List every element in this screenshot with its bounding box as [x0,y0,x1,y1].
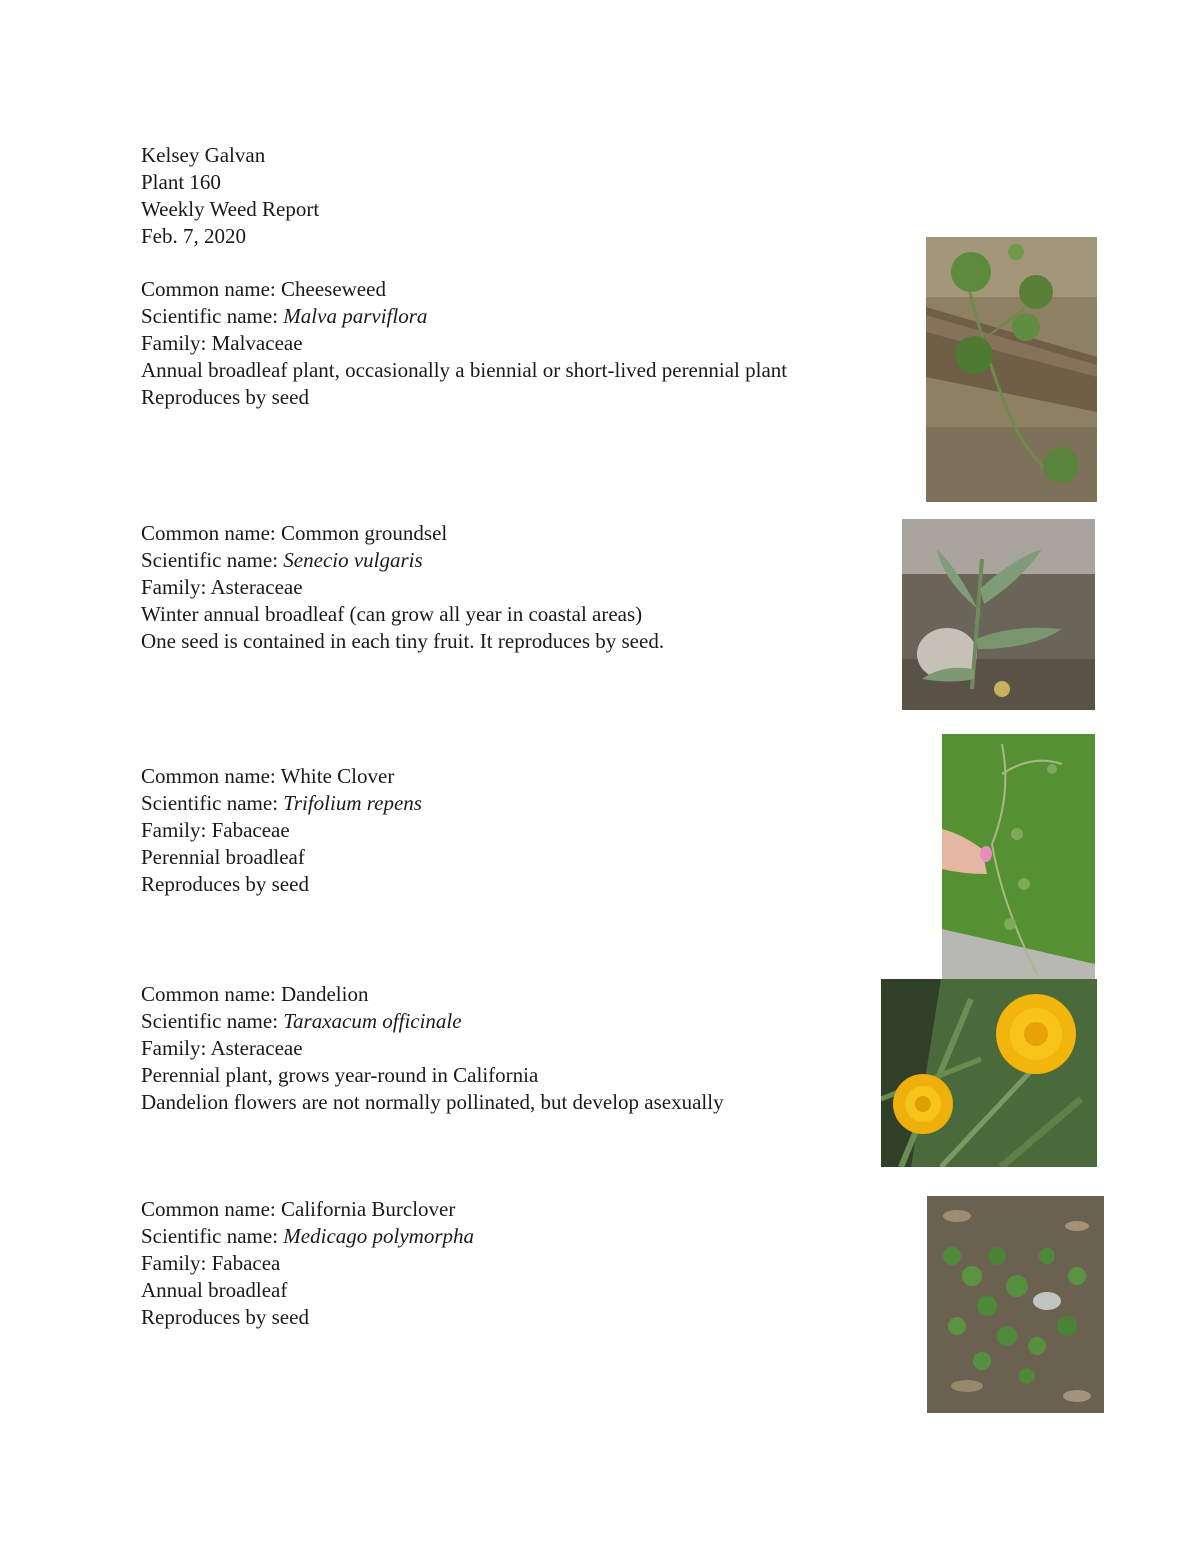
plant-type: Perennial broadleaf [141,845,305,869]
scientific-name-line [141,1008,724,1035]
scientific-name-value: Trifolium repens [283,791,422,815]
plant-type: Annual broadleaf [141,1278,288,1302]
weed-entry-common-groundsel [141,520,664,655]
weed-entry-dandelion [141,981,724,1116]
scientific-name-line [141,1223,474,1250]
weed-entry-cheeseweed [141,276,787,411]
common-name-line [141,981,724,1008]
family-line [141,1250,474,1277]
family-label: Family: [141,575,211,599]
common-name-line [141,1196,474,1223]
plant-type: Perennial plant, grows year-round in California [141,1063,539,1087]
course-name: Plant 160 [141,170,221,194]
family-value: Asteraceae [210,1036,303,1060]
common-name-label: Common name: [141,521,281,545]
reproduction-note: Reproduces by seed [141,1305,309,1329]
weed-entry-california-burclover [141,1196,474,1331]
family-value: Fabaceae [211,818,290,842]
report-date: Feb. 7, 2020 [141,224,246,248]
scientific-name-line [141,303,787,330]
white-clover-photo [942,734,1095,979]
cheeseweed-photo [926,237,1097,502]
author-name: Kelsey Galvan [141,143,266,167]
report-header [141,142,319,250]
common-name-line [141,276,787,303]
common-name-line [141,763,422,790]
family-label: Family: [141,1251,212,1275]
family-line [141,817,422,844]
common-groundsel-photo [902,519,1095,710]
common-name-label: Common name: [141,1197,281,1221]
common-name-value: Dandelion [281,982,369,1006]
california-burclover-photo [927,1196,1104,1413]
common-name-label: Common name: [141,982,281,1006]
family-label: Family: [141,818,212,842]
common-name-value: Cheeseweed [281,277,386,301]
family-value: Fabacea [211,1251,281,1275]
scientific-name-line [141,790,422,817]
scientific-name-value: Senecio vulgaris [283,548,423,572]
california-burclover-photo-graphic [927,1196,1104,1413]
scientific-name-line [141,547,664,574]
family-value: Malvaceae [211,331,303,355]
family-line [141,1035,724,1062]
scientific-name-value: Medicago polymorpha [283,1224,475,1248]
scientific-name-label: Scientific name: [141,304,284,328]
scientific-name-label: Scientific name: [141,1224,284,1248]
common-name-label: Common name: [141,277,281,301]
cheeseweed-photo-graphic [926,237,1097,502]
plant-type: Winter annual broadleaf (can grow all year in coastal areas) [141,602,643,626]
report-title: Weekly Weed Report [141,197,320,221]
common-name-value: California Burclover [281,1197,456,1221]
family-label: Family: [141,1036,211,1060]
plant-type: Annual broadleaf plant, occasionally a biennial or short-lived perennial plant [141,358,788,382]
family-line [141,330,787,357]
scientific-name-label: Scientific name: [141,791,284,815]
common-groundsel-photo-graphic [902,519,1095,710]
white-clover-photo-graphic [942,734,1095,979]
reproduction-note: Reproduces by seed [141,872,309,896]
common-name-line [141,520,664,547]
common-name-value: White Clover [280,764,395,788]
scientific-name-label: Scientific name: [141,1009,284,1033]
common-name-value: Common groundsel [281,521,448,545]
scientific-name-value: Taraxacum officinale [283,1009,462,1033]
reproduction-note: One seed is contained in each tiny fruit. It reproduces by seed. [141,629,665,653]
dandelion-photo-graphic [881,979,1097,1167]
reproduction-note: Dandelion flowers are not normally pollinated, but develop asexually [141,1090,724,1114]
family-label: Family: [141,331,212,355]
dandelion-photo [881,979,1097,1167]
scientific-name-label: Scientific name: [141,548,284,572]
family-value: Asteraceae [210,575,303,599]
weed-entry-white-clover [141,763,422,898]
common-name-label: Common name: [141,764,281,788]
scientific-name-value: Malva parviflora [283,304,428,328]
reproduction-note: Reproduces by seed [141,385,309,409]
family-line [141,574,664,601]
